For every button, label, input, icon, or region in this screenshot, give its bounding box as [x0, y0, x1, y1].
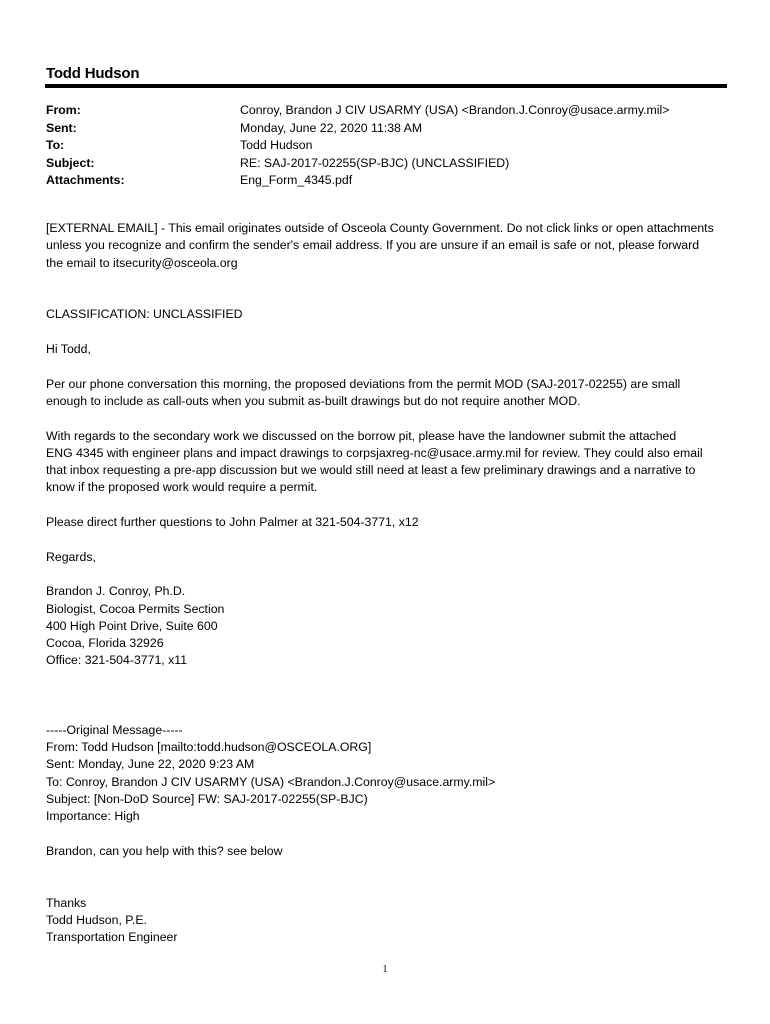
text-line: Sent: Monday, June 22, 2020 9:23 AM	[46, 757, 255, 772]
text-line: Thanks	[46, 895, 87, 910]
text-line: 400 High Point Drive, Suite 600	[46, 618, 218, 633]
meta-row-attachments	[46, 172, 669, 190]
text-line: -----Original Message-----	[46, 722, 183, 737]
meta-row-from	[46, 102, 669, 120]
meta-label: To:	[46, 138, 65, 152]
text-line: the email to itsecurity@osceola.org	[46, 255, 238, 270]
text-line: Importance: High	[46, 809, 140, 824]
paragraph-contact: Please direct further questions to John Palmer at 321-504-3771, x12	[46, 515, 419, 530]
header-name: Todd Hudson	[46, 65, 140, 82]
text-line: To: Conroy, Brandon J CIV USARMY (USA) <Brandon.J.Conroy@usace.army.mil>	[46, 774, 496, 789]
paragraph-borrow-pit	[46, 428, 736, 497]
classification-line: CLASSIFICATION: UNCLASSIFIED	[46, 307, 243, 322]
meta-row-sent	[46, 120, 669, 138]
text-line: Brandon J. Conroy, Ph.D.	[46, 584, 186, 599]
meta-row-subject	[46, 155, 669, 173]
text-line: Per our phone conversation this morning, the proposed deviations from the permit MOD (SAJ-2017-02255) are small	[46, 376, 681, 391]
closing-signature	[46, 895, 736, 947]
email-body	[46, 220, 736, 946]
meta-label: From:	[46, 103, 81, 117]
forward-request: Brandon, can you help with this? see below	[46, 843, 283, 858]
original-message-header	[46, 722, 736, 826]
greeting: Hi Todd,	[46, 342, 91, 357]
meta-label: Sent:	[46, 120, 77, 135]
regards: Regards,	[46, 549, 96, 564]
paragraph-permit-mod	[46, 376, 736, 411]
meta-value: Todd Hudson	[240, 138, 313, 152]
text-line: From: Todd Hudson [mailto:todd.hudson@OSCEOLA.ORG]	[46, 739, 372, 754]
text-line: know if the proposed work would require a permit.	[46, 480, 318, 495]
text-line: Todd Hudson, P.E.	[46, 912, 147, 927]
signature-block	[46, 583, 736, 669]
page-number: 1	[382, 964, 388, 975]
meta-value: RE: SAJ-2017-02255(SP-BJC) (UNCLASSIFIED)	[240, 155, 510, 170]
text-line: unless you recognize and confirm the sender's email address. If you are unsure if an email is safe or not, please forward	[46, 238, 700, 253]
header-divider	[45, 84, 727, 88]
text-line: ENG 4345 with engineer plans and impact drawings to corpsjaxreg-nc@usace.army.mil for review. They could also email	[46, 445, 703, 460]
meta-label: Subject:	[46, 155, 95, 170]
text-line: Transportation Engineer	[46, 930, 178, 945]
meta-row-to	[46, 137, 669, 155]
text-line: Subject: [Non-DoD Source] FW: SAJ-2017-02255(SP-BJC)	[46, 791, 368, 806]
meta-label: Attachments:	[46, 173, 125, 187]
text-line: enough to include as call-outs when you submit as-built drawings but do not require another MOD.	[46, 393, 581, 408]
external-email-warning	[46, 220, 736, 272]
meta-value: Conroy, Brandon J CIV USARMY (USA) <Brandon.J.Conroy@usace.army.mil>	[240, 103, 670, 117]
text-line: Biologist, Cocoa Permits Section	[46, 601, 225, 616]
text-line: With regards to the secondary work we discussed on the borrow pit, please have the landowner submit the attached	[46, 428, 677, 443]
attachment-link[interactable]: Eng_Form_4345.pdf	[240, 173, 353, 187]
email-meta-block	[46, 102, 669, 190]
text-line: that inbox requesting a pre-app discussion but we would still need at least a few preliminary drawings and a narrative to	[46, 463, 696, 478]
text-line: [EXTERNAL EMAIL] - This email originates outside of Osceola County Government. Do not click links or open attachments	[46, 221, 714, 235]
text-line: Cocoa, Florida 32926	[46, 636, 164, 651]
text-line: Office: 321-504-3771, x11	[46, 653, 188, 668]
meta-value: Monday, June 22, 2020 11:38 AM	[240, 120, 423, 135]
